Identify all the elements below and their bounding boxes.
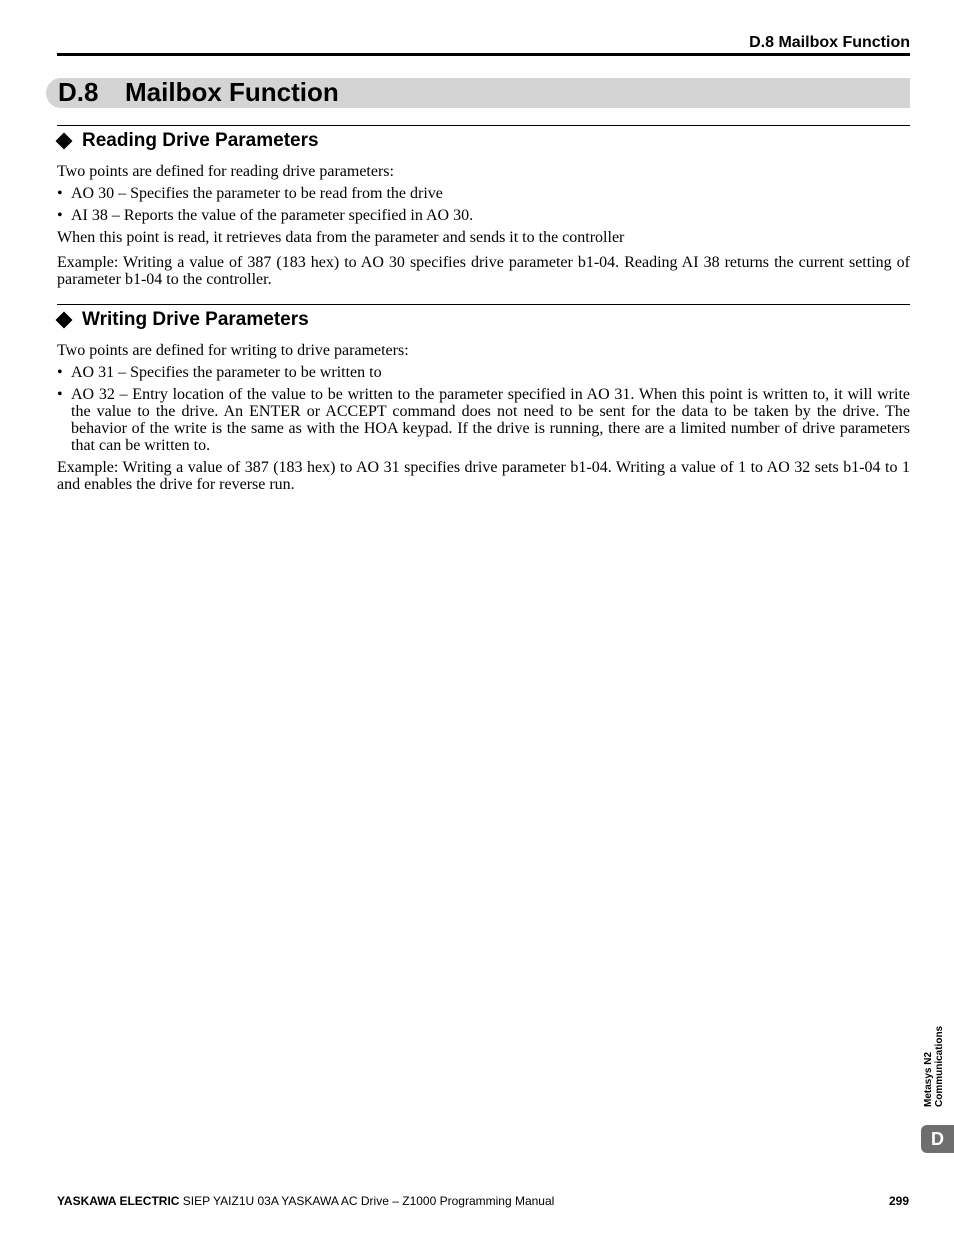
writing-intro: Two points are defined for writing to drive parameters:: [57, 342, 409, 359]
reading-intro: Two points are defined for reading drive parameters:: [57, 163, 394, 180]
chapter-tab: D: [921, 1125, 954, 1153]
list-item: [57, 386, 910, 454]
list-item-text: AO 31 – Specifies the parameter to be written to: [71, 364, 382, 381]
list-item-text: AI 38 – Reports the value of the parameter specified in AO 30.: [71, 207, 474, 224]
page-number: 299: [888, 1194, 909, 1208]
writing-example: Example: Writing a value of 387 (183 hex) to AO 31 specifies drive parameter b1-04. Writing a value of 1 to AO 32 sets b1-04 to 1 and enables the drive for reverse run.: [57, 459, 910, 493]
list-item: [57, 364, 910, 381]
running-head: D.8 Mailbox Function: [749, 34, 910, 51]
footer-brand: YASKAWA ELECTRIC: [57, 1194, 180, 1208]
subsection-heading-text: Writing Drive Parameters: [82, 309, 309, 330]
bullet-icon: •: [57, 207, 63, 224]
diamond-bullet-icon: [56, 312, 73, 329]
list-item: [57, 207, 910, 224]
section-title: [58, 77, 339, 108]
bullet-icon: •: [57, 386, 63, 403]
list-item: [57, 185, 910, 202]
subsection-heading-text: Reading Drive Parameters: [82, 130, 319, 151]
footer-doc-info: [57, 1194, 554, 1208]
list-item-text: AO 30 – Specifies the parameter to be read from the drive: [71, 185, 443, 202]
section-title-text: Mailbox Function: [125, 77, 339, 107]
side-tab-label: Metasys N2 Communications: [923, 1025, 945, 1107]
subsection-heading-reading: [55, 130, 319, 152]
footer-doc-title: SIEP YAIZ1U 03A YASKAWA AC Drive – Z1000 Programming Manual: [179, 1194, 555, 1208]
reading-after: When this point is read, it retrieves data from the parameter and sends it to the controller: [57, 229, 625, 246]
section-number: D.8: [58, 77, 99, 107]
subsection-rule: [57, 125, 910, 126]
list-item-text: AO 32 – Entry location of the value to be written to the parameter specified in AO 31. When this point is written to, it will write the value to the drive. An ENTER or ACCEPT command does not need to be sent for the data to be taken by the drive. The behavior of the write is the same as with the HOA keypad. If the drive is running, there are a limited number of drive parameters that can be written to.: [71, 386, 910, 454]
subsection-heading-writing: [55, 309, 309, 331]
bullet-icon: •: [57, 364, 63, 381]
reading-example: Example: Writing a value of 387 (183 hex) to AO 30 specifies drive parameter b1-04. Reading AI 38 returns the current setting of parameter b1-04 to the controller.: [57, 254, 910, 288]
bullet-icon: •: [57, 185, 63, 202]
header-rule: [57, 53, 910, 56]
diamond-bullet-icon: [56, 133, 73, 150]
subsection-rule: [57, 304, 910, 305]
